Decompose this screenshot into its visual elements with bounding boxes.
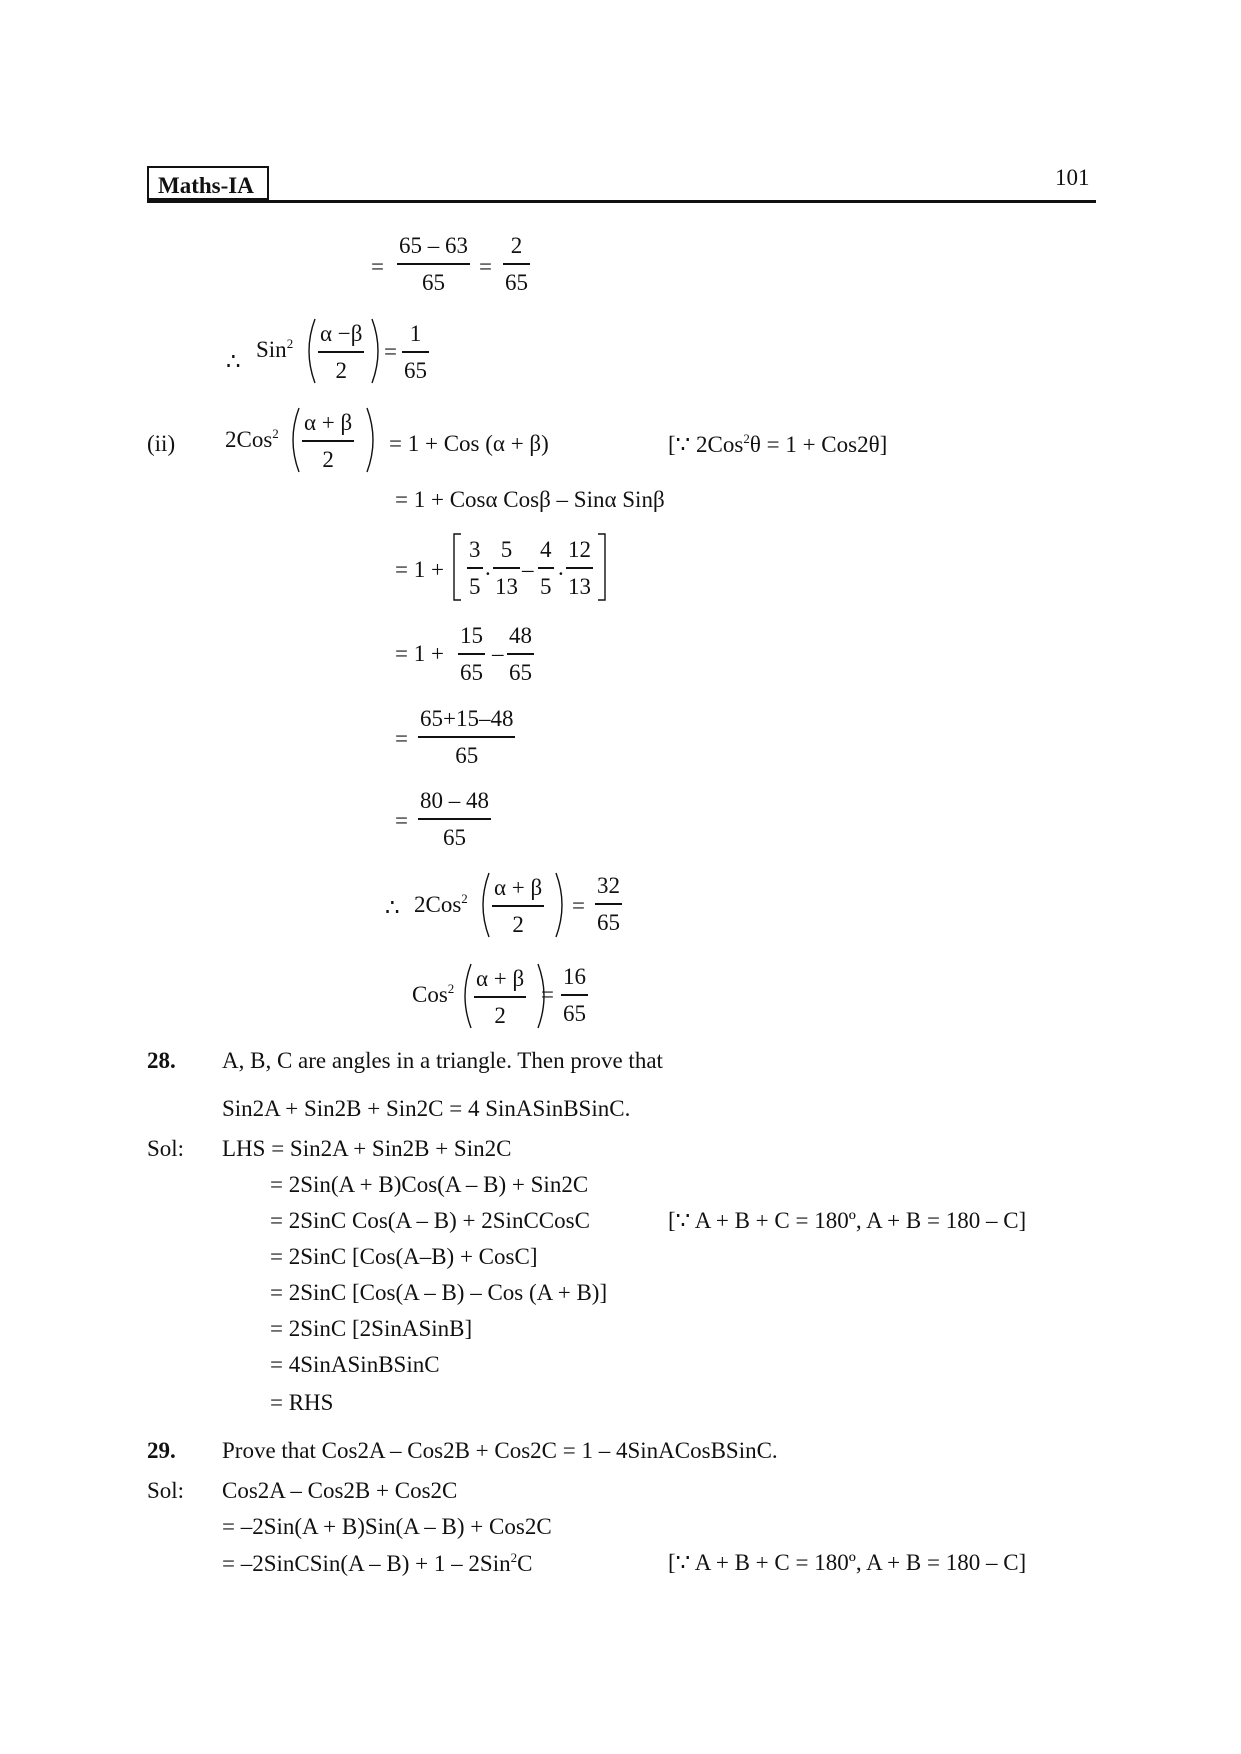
- header-rule: [147, 200, 1096, 203]
- header-title-box: [147, 166, 269, 200]
- therefore-symbol: ∴: [385, 895, 400, 920]
- numerator: α + β: [494, 875, 543, 900]
- fraction: [493, 538, 520, 598]
- left-paren: [459, 963, 473, 1029]
- equation-prefix: = 1 +: [395, 641, 444, 666]
- denominator: 2: [335, 357, 347, 383]
- eq-sign: =: [572, 893, 585, 918]
- denominator: 65: [597, 909, 620, 935]
- denominator: 65: [509, 659, 532, 685]
- solution-line: = 2SinC [2SinASinB]: [270, 1316, 473, 1341]
- numerator: 12: [568, 537, 591, 562]
- solution-label: Sol:: [147, 1478, 185, 1503]
- eq-sign: =: [371, 254, 384, 279]
- fraction: [302, 411, 354, 471]
- fraction: [458, 624, 485, 684]
- fraction: [467, 538, 483, 598]
- eq-sign: =: [479, 254, 492, 279]
- solution-line: = 4SinASinBSinC: [270, 1352, 440, 1377]
- numerator: 1: [409, 321, 422, 346]
- numerator: α + β: [476, 966, 525, 991]
- fraction: [566, 538, 593, 598]
- numerator: 5: [500, 537, 513, 562]
- denominator: 2: [494, 1002, 506, 1028]
- identity-hint: [∵ A + B + C = 180º, A + B = 180 – C]: [668, 1208, 1027, 1233]
- fraction: [561, 965, 588, 1025]
- eq-sign: =: [395, 808, 408, 833]
- numerator: 16: [563, 964, 586, 989]
- numerator: 32: [597, 873, 620, 898]
- fraction: [318, 322, 364, 382]
- identity-hint: [∵ 2Cos$^2$θ = 1 + Cos2θ]: [668, 431, 888, 457]
- therefore-symbol: ∴: [226, 349, 241, 374]
- cos-squared-label: 2Cos$^2$: [414, 891, 468, 917]
- numerator: 80 – 48: [420, 788, 489, 813]
- solution-line: LHS = Sin2A + Sin2B + Sin2C: [222, 1136, 512, 1161]
- cos-squared-label: 2Cos$^2$: [225, 426, 279, 452]
- denominator: 13: [495, 573, 518, 599]
- denominator: 65: [460, 659, 483, 685]
- left-paren: [477, 872, 491, 938]
- solution-line: = 2SinC Cos(A – B) + 2SinCCosC: [270, 1208, 590, 1233]
- fraction: [397, 234, 470, 294]
- question-text: Prove that Cos2A – Cos2B + Cos2C = 1 – 4SinACosBSinC.: [222, 1438, 778, 1463]
- numerator: α −β: [320, 321, 363, 346]
- solution-label: Sol:: [147, 1136, 185, 1161]
- denominator: 13: [568, 573, 591, 599]
- denominator: 65: [443, 824, 466, 850]
- fraction: [507, 624, 534, 684]
- denominator: 5: [469, 573, 481, 599]
- left-bracket: [452, 533, 462, 601]
- page-number: 101: [1055, 165, 1090, 190]
- denominator: 2: [512, 911, 524, 937]
- numerator: 48: [509, 623, 532, 648]
- eq-sign: =: [541, 982, 554, 1007]
- numerator: 65 – 63: [399, 233, 468, 258]
- fraction: [474, 967, 526, 1027]
- fraction: [418, 789, 491, 849]
- dot-operator: .: [558, 555, 564, 580]
- numerator: 65+15–48: [420, 706, 514, 731]
- question-statement: Sin2A + Sin2B + Sin2C = 4 SinASinBSinC.: [222, 1096, 631, 1121]
- solution-line: = –2Sin(A + B)Sin(A – B) + Cos2C: [222, 1514, 552, 1539]
- solution-line: = –2SinCSin(A – B) + 1 – 2Sin$^2$C: [222, 1550, 533, 1576]
- left-paren: [303, 318, 317, 384]
- denominator: 2: [322, 446, 334, 472]
- equation-line: = 1 + Cos (α + β): [389, 431, 549, 456]
- equation-line: = 1 + Cosα Cosβ – Sinα Sinβ: [395, 487, 665, 512]
- minus-sign: –: [522, 557, 534, 582]
- right-bracket: [597, 533, 607, 601]
- fraction: [402, 322, 429, 382]
- numerator: 3: [469, 537, 481, 562]
- denominator: 65: [404, 357, 427, 383]
- question-number: 28.: [147, 1048, 176, 1073]
- numerator: 4: [540, 537, 552, 562]
- right-paren: [554, 872, 568, 938]
- denominator: 5: [540, 573, 552, 599]
- right-paren: [365, 407, 379, 473]
- minus-sign: –: [492, 641, 504, 666]
- solution-line: = 2SinC [Cos(A–B) + CosC]: [270, 1244, 538, 1269]
- numerator: 15: [460, 623, 483, 648]
- solution-line: Cos2A – Cos2B + Cos2C: [222, 1478, 458, 1503]
- right-paren: [370, 318, 384, 384]
- fraction: [503, 234, 530, 294]
- denominator: 65: [422, 269, 445, 295]
- solution-line: = 2Sin(A + B)Cos(A – B) + Sin2C: [270, 1172, 589, 1197]
- question-text: A, B, C are angles in a triangle. Then prove that: [222, 1048, 663, 1073]
- denominator: 65: [563, 1000, 586, 1026]
- cos-squared-label: Cos$^2$: [412, 981, 455, 1007]
- eq-sign: =: [384, 339, 397, 364]
- denominator: 65: [455, 742, 479, 768]
- part-label: (ii): [147, 431, 176, 456]
- fraction: [418, 707, 515, 767]
- fraction: [538, 538, 554, 598]
- left-paren: [287, 407, 301, 473]
- solution-line: = RHS: [270, 1390, 334, 1415]
- fraction: [595, 874, 622, 934]
- header-title: Maths-IA: [158, 173, 254, 198]
- numerator: α + β: [304, 410, 353, 435]
- sin-squared-label: Sin$^2$: [256, 336, 294, 362]
- eq-sign: =: [395, 726, 408, 751]
- equation-prefix: = 1 +: [395, 557, 444, 582]
- fraction: [492, 876, 544, 936]
- identity-hint: [∵ A + B + C = 180º, A + B = 180 – C]: [668, 1550, 1027, 1575]
- solution-line: = 2SinC [Cos(A – B) – Cos (A + B)]: [270, 1280, 608, 1305]
- question-number: 29.: [147, 1438, 176, 1463]
- dot-operator: .: [485, 555, 491, 580]
- denominator: 65: [505, 269, 528, 295]
- numerator: 2: [510, 233, 523, 258]
